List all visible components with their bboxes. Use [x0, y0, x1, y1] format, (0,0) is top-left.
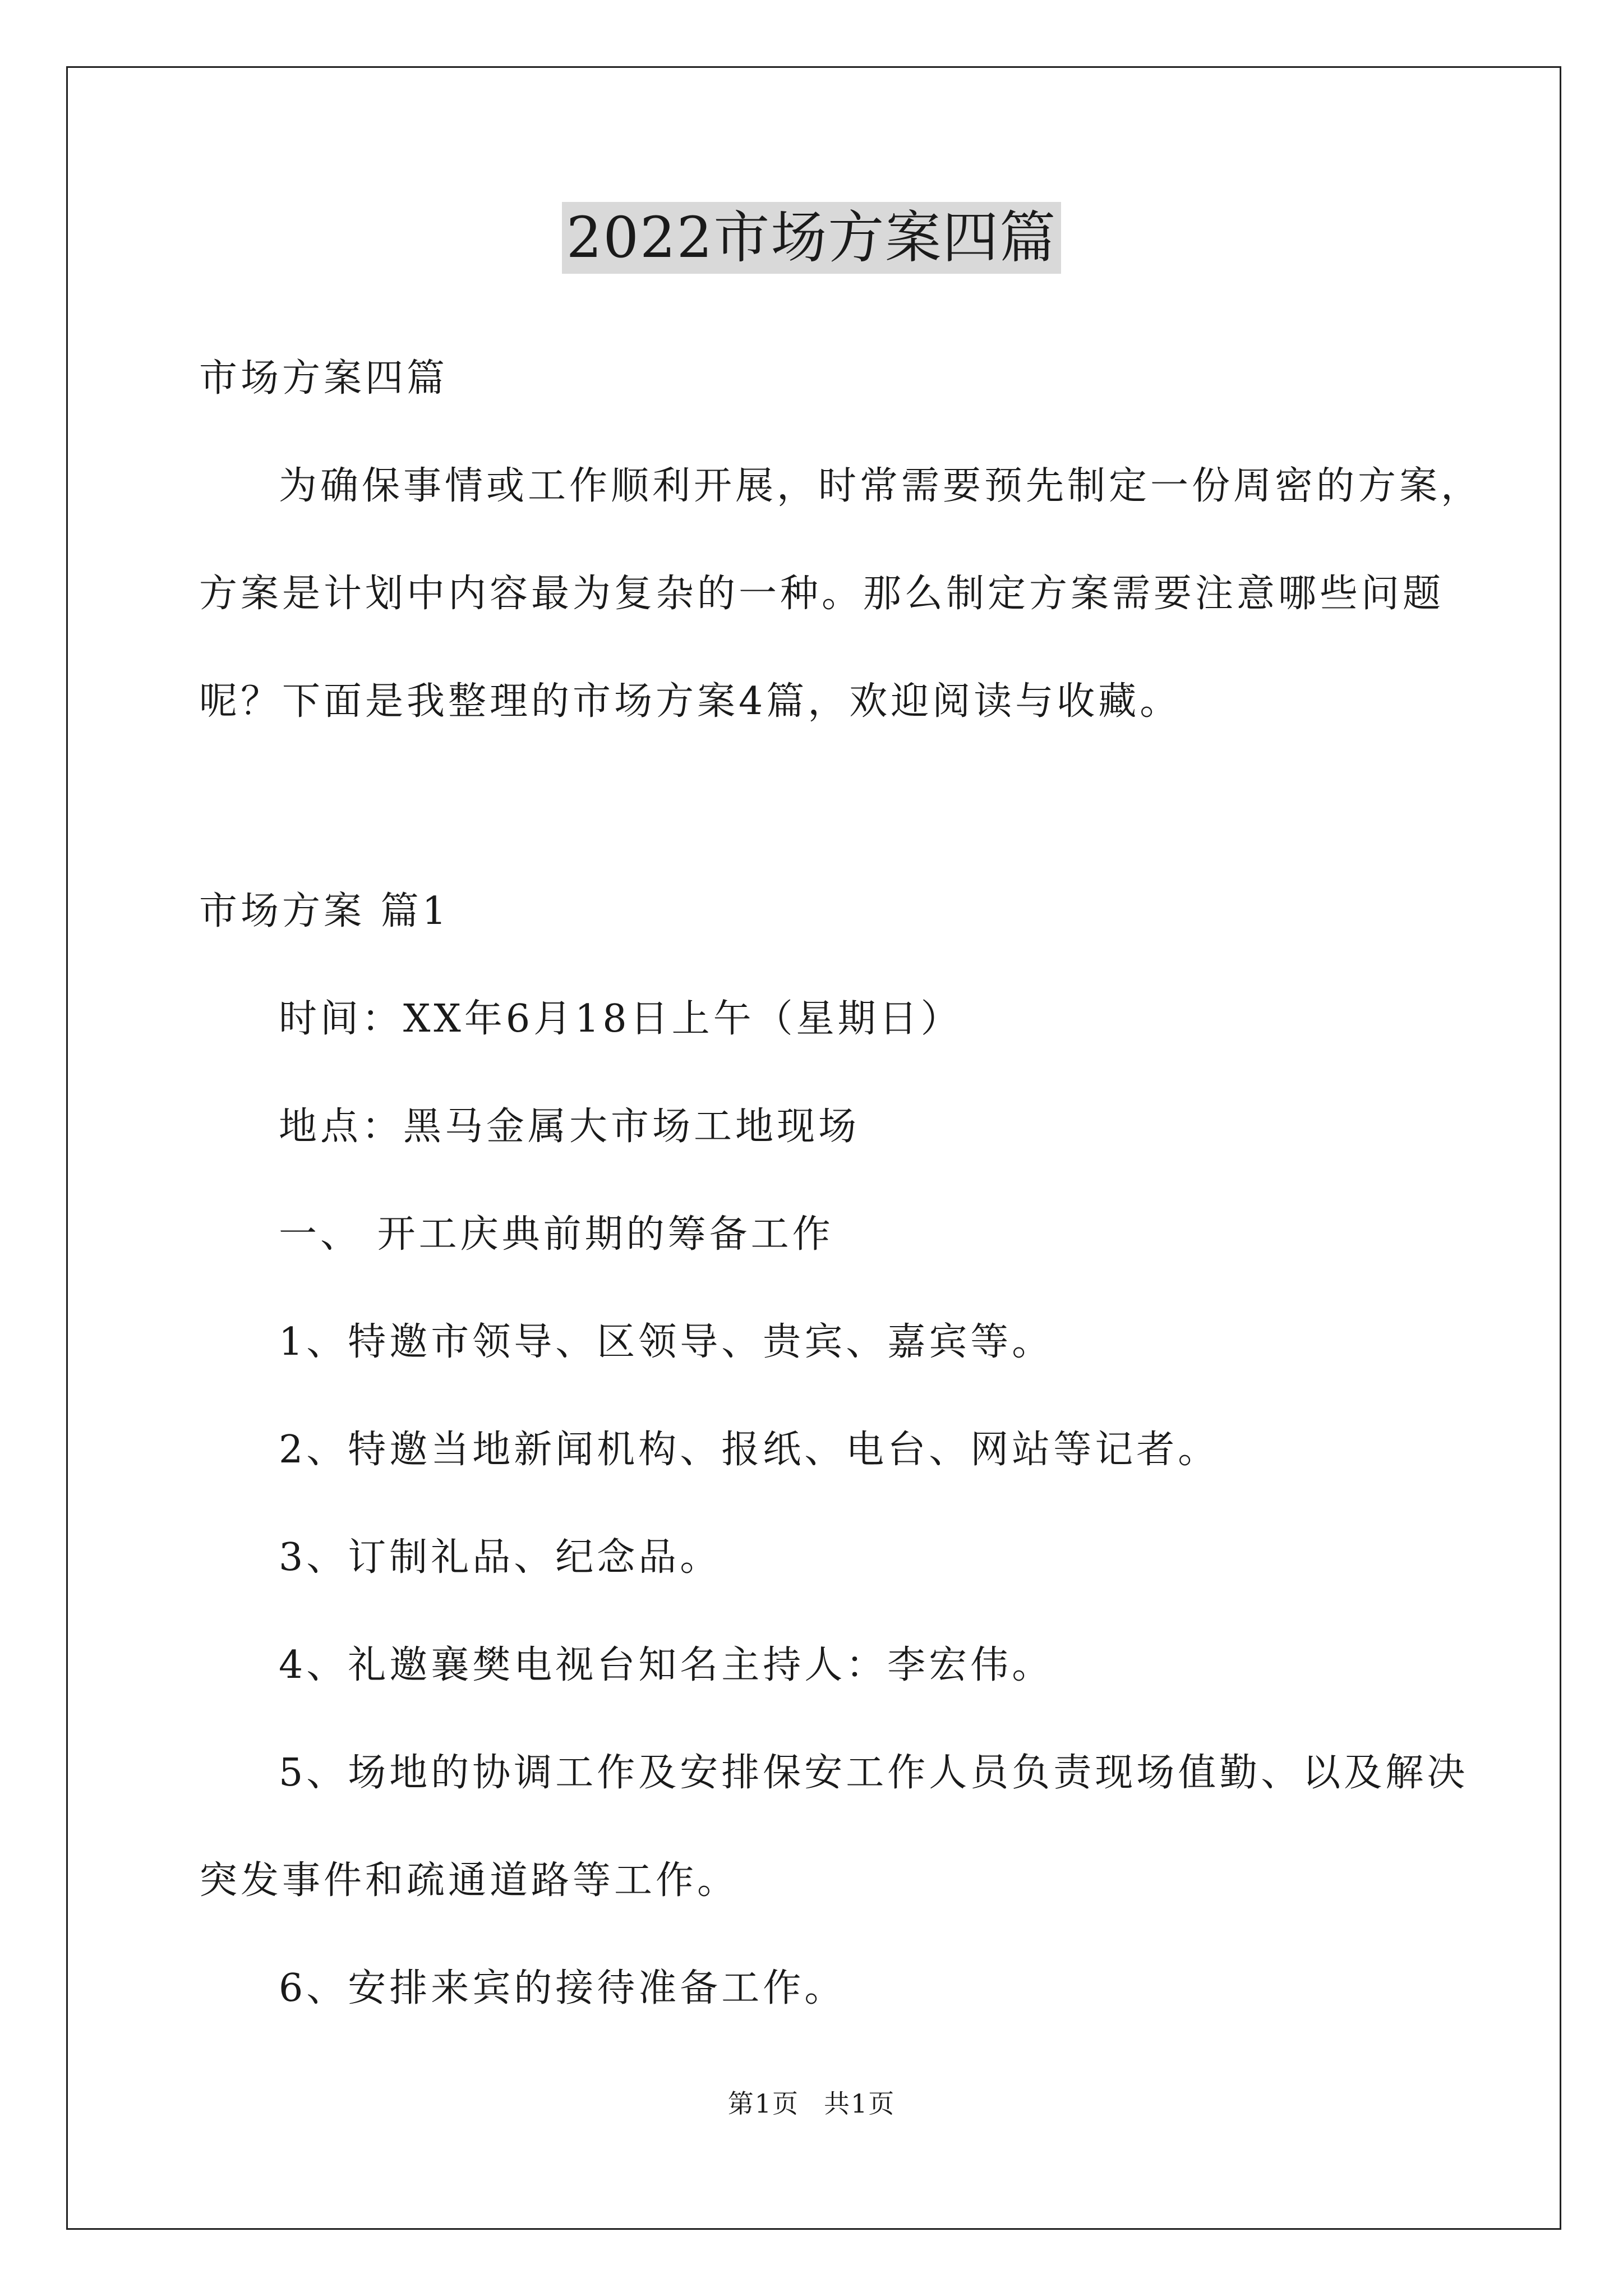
intro-line-2: 方案是计划中内容最为复杂的一种。那么制定方案需要注意哪些问题 — [199, 572, 1445, 616]
intro-line-1: 为确保事情或工作顺利开展，时常需要预先制定一份周密的方案， — [279, 464, 1483, 508]
list-item-continuation: 突发事件和疏通道路等工作。 — [199, 1858, 739, 1903]
list-item: 3、订制礼品、纪念品。 — [279, 1535, 722, 1580]
time-line: 时间：XX年6月18日上午（星期日） — [279, 997, 962, 1041]
page-footer — [0, 2087, 1623, 2120]
section-heading: 市场方案 篇1 — [199, 889, 450, 933]
title-container — [0, 202, 1623, 274]
list-item: 5、场地的协调工作及安排保安工作人员负责现场值勤、以及解决 — [279, 1751, 1469, 1795]
list-item: 2、特邀当地新闻机构、报纸、电台、网站等记者。 — [279, 1428, 1220, 1472]
page-total: 共1页 — [824, 2088, 896, 2119]
document-subtitle: 市场方案四篇 — [199, 356, 449, 401]
page-number: 第1页 — [727, 2088, 799, 2119]
list-item: 6、安排来宾的接待准备工作。 — [279, 1966, 846, 2010]
list-item: 1、特邀市领导、区领导、贵宾、嘉宾等。 — [279, 1320, 1054, 1364]
part-heading: 一、 开工庆典前期的筹备工作 — [279, 1212, 834, 1257]
intro-line-3: 呢？下面是我整理的市场方案4篇，欢迎阅读与收藏。 — [199, 679, 1182, 724]
document-title: 2022市场方案四篇 — [562, 202, 1062, 274]
place-line: 地点：黑马金属大市场工地现场 — [279, 1105, 860, 1149]
list-item: 4、礼邀襄樊电视台知名主持人：李宏伟。 — [279, 1643, 1054, 1687]
